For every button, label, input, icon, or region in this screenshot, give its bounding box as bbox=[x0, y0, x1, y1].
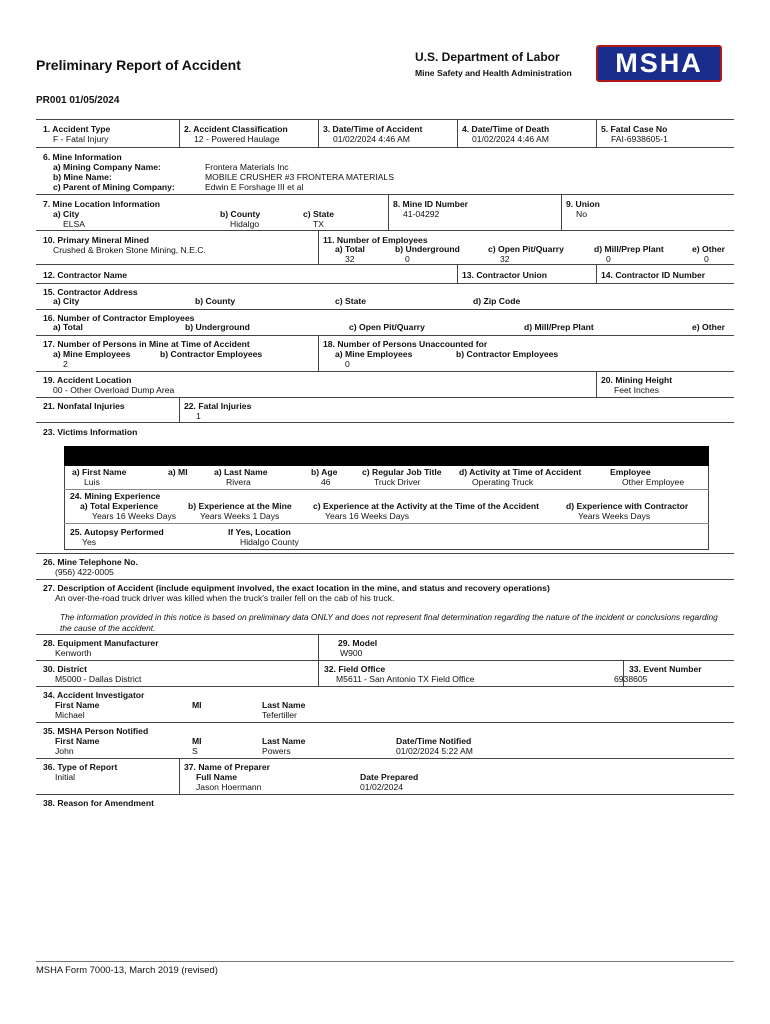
parent-value: Edwin E Forshage III et al bbox=[205, 182, 304, 192]
autopsy-location-label: If Yes, Location bbox=[228, 527, 291, 537]
divider bbox=[36, 119, 734, 120]
model-label: 29. Model bbox=[338, 638, 378, 648]
unaccounted-label: 18. Number of Persons Unaccounted for bbox=[323, 339, 488, 349]
emp-underground-label: b) Underground bbox=[395, 244, 460, 254]
datetime-accident-label: 3. Date/Time of Accident bbox=[323, 124, 423, 134]
divider bbox=[318, 335, 319, 371]
company-label: a) Mining Company Name: bbox=[53, 162, 161, 172]
report-id: PR001 01/05/2024 bbox=[36, 95, 120, 106]
mineral-label: 10. Primary Mineral Mined bbox=[43, 235, 150, 245]
agency-name: Mine Safety and Health Administration bbox=[415, 68, 572, 78]
mine-name-value: MOBILE CRUSHER #3 FRONTERA MATERIALS bbox=[205, 172, 394, 182]
mine-id-label: 8. Mine ID Number bbox=[393, 199, 468, 209]
district-value: M5000 - Dallas District bbox=[55, 674, 142, 684]
fatal-value: 1 bbox=[196, 411, 201, 421]
preparer-full-name-value: Jason Hoermann bbox=[196, 782, 262, 792]
divider bbox=[36, 553, 734, 554]
department-name: U.S. Department of Labor bbox=[415, 50, 560, 64]
autopsy-label: 25. Autopsy Performed bbox=[70, 527, 164, 537]
contractor-zip-label: d) Zip Code bbox=[473, 296, 521, 306]
divider bbox=[36, 660, 734, 661]
emp-other-label: e) Other bbox=[692, 244, 725, 254]
unaccounted-mine-label: a) Mine Employees bbox=[335, 349, 413, 359]
victim-header-bar bbox=[64, 446, 709, 466]
investigator-label: 34. Accident Investigator bbox=[43, 690, 145, 700]
divider bbox=[318, 634, 319, 660]
exp-mine-value: Years Weeks 1 Days bbox=[200, 511, 280, 521]
classification-label: 2. Accident Classification bbox=[184, 124, 288, 134]
victim-first-label: a) First Name bbox=[72, 467, 127, 477]
city-label: a) City bbox=[53, 209, 80, 219]
exp-activity-label: c) Experience at the Activity at the Time of the Accident bbox=[313, 501, 540, 511]
divider bbox=[36, 309, 734, 310]
persons-label: 17. Number of Persons in Mine at Time of Accident bbox=[43, 339, 250, 349]
field-office-value: M5611 - San Antonio TX Field Office bbox=[336, 674, 475, 684]
victims-label: 23. Victims Information bbox=[43, 427, 138, 437]
persons-mine-emp-label: a) Mine Employees bbox=[53, 349, 131, 359]
divider bbox=[561, 194, 562, 230]
victim-activity-label: d) Activity at Time of Accident bbox=[459, 467, 582, 477]
divider bbox=[179, 119, 180, 147]
notified-datetime-value: 01/02/2024 5:22 AM bbox=[396, 746, 473, 756]
victim-last-value: Rivera bbox=[226, 477, 251, 487]
total-exp-value: Years 16 Weeks Days bbox=[92, 511, 177, 521]
victim-age-label: b) Age bbox=[311, 467, 338, 477]
state-label: c) State bbox=[303, 209, 335, 219]
mining-height-value: Feet Inches bbox=[614, 385, 659, 395]
divider bbox=[596, 119, 597, 147]
mining-height-label: 20. Mining Height bbox=[601, 375, 673, 385]
field-office-label: 32. Field Office bbox=[324, 664, 386, 674]
msha-logo bbox=[596, 45, 722, 82]
divider bbox=[318, 230, 319, 264]
parent-label: c) Parent of Mining Company: bbox=[53, 182, 175, 192]
divider bbox=[318, 119, 319, 147]
divider bbox=[64, 523, 709, 524]
mine-id-value: 41-04292 bbox=[403, 209, 440, 219]
c-emp-mill-label: d) Mill/Prep Plant bbox=[524, 322, 594, 332]
company-value: Frontera Materials Inc bbox=[205, 162, 289, 172]
telephone-value: (956) 422-0005 bbox=[55, 567, 114, 577]
accident-type-label: 1. Accident Type bbox=[43, 124, 111, 134]
victim-mi-label: a) MI bbox=[168, 467, 188, 477]
emp-openpit-value: 32 bbox=[500, 254, 510, 264]
notified-datetime-label: Date/Time Notified bbox=[396, 736, 472, 746]
divider bbox=[596, 371, 597, 397]
disclaimer-note: The information provided in this notice is based on preliminary data ONLY and does not represent final determination regarding the nature of the incident or conclusions regarding the cause of the accident. bbox=[60, 612, 718, 633]
description-label: 27. Description of Accident (include equipment involved, the exact location in the mine, and status and recovery operations) bbox=[43, 583, 550, 593]
fatal-case-label: 5. Fatal Case No bbox=[601, 124, 668, 134]
autopsy-value: Yes bbox=[82, 537, 97, 547]
model-value: W900 bbox=[340, 648, 363, 658]
divider bbox=[457, 264, 458, 283]
divider bbox=[388, 194, 389, 230]
investigator-mi-label: MI bbox=[192, 700, 202, 710]
exp-contractor-value: Years Weeks Days bbox=[578, 511, 651, 521]
union-value: No bbox=[576, 209, 587, 219]
divider bbox=[36, 686, 734, 687]
investigator-last-label: Last Name bbox=[262, 700, 306, 710]
telephone-label: 26. Mine Telephone No. bbox=[43, 557, 138, 567]
emp-total-label: a) Total bbox=[335, 244, 365, 254]
preparer-label: 37. Name of Preparer bbox=[184, 762, 270, 772]
notified-last-label: Last Name bbox=[262, 736, 306, 746]
accident-location-label: 19. Accident Location bbox=[43, 375, 132, 385]
victim-first-value: Luis bbox=[84, 477, 100, 487]
nonfatal-label: 21. Nonfatal Injuries bbox=[43, 401, 125, 411]
description-value: An over-the-road truck driver was killed when the truck's trailer fell on the cab of his truck. bbox=[55, 593, 395, 603]
victim-age-value: 46 bbox=[321, 477, 331, 487]
emp-underground-value: 0 bbox=[405, 254, 410, 264]
divider bbox=[36, 230, 734, 231]
district-label: 30. District bbox=[43, 664, 87, 674]
contractor-union-label: 13. Contractor Union bbox=[462, 270, 547, 280]
event-value: 6938605 bbox=[614, 674, 648, 684]
divider bbox=[36, 397, 734, 398]
contractor-address-label: 15. Contractor Address bbox=[43, 287, 138, 297]
divider bbox=[64, 489, 709, 490]
notified-label: 35. MSHA Person Notified bbox=[43, 726, 149, 736]
classification-value: 12 - Powered Haulage bbox=[194, 134, 280, 144]
divider bbox=[36, 634, 734, 635]
victim-employee-value: Other Employee bbox=[622, 477, 685, 487]
total-exp-label: a) Total Experience bbox=[80, 501, 159, 511]
divider bbox=[596, 264, 597, 283]
divider bbox=[36, 194, 734, 195]
report-type-value: Initial bbox=[55, 772, 76, 782]
contractor-id-label: 14. Contractor ID Number bbox=[601, 270, 706, 280]
datetime-death-label: 4. Date/Time of Death bbox=[462, 124, 550, 134]
contractor-county-label: b) County bbox=[195, 296, 236, 306]
datetime-death-value: 01/02/2024 4:46 AM bbox=[472, 134, 549, 144]
emp-total-value: 32 bbox=[345, 254, 355, 264]
amendment-label: 38. Reason for Amendment bbox=[43, 798, 154, 808]
divider bbox=[318, 660, 319, 686]
date-prepared-value: 01/02/2024 bbox=[360, 782, 404, 792]
accident-location-value: 00 - Other Overload Dump Area bbox=[53, 385, 175, 395]
divider bbox=[36, 264, 734, 265]
contractor-state-label: c) State bbox=[335, 296, 367, 306]
footer-divider bbox=[36, 961, 734, 962]
divider bbox=[36, 147, 734, 148]
notified-last-value: Powers bbox=[262, 746, 291, 756]
divider bbox=[457, 119, 458, 147]
exp-contractor-label: d) Experience with Contractor bbox=[566, 501, 689, 511]
location-label: 7. Mine Location Information bbox=[43, 199, 160, 209]
event-label: 33. Event Number bbox=[629, 664, 702, 674]
manufacturer-label: 28. Equipment Manufacturer bbox=[43, 638, 159, 648]
victim-employee-label: Employee bbox=[610, 467, 651, 477]
accident-type-value: F - Fatal Injury bbox=[53, 134, 109, 144]
emp-other-value: 0 bbox=[704, 254, 709, 264]
autopsy-location-value: Hidalgo County bbox=[240, 537, 299, 547]
victim-job-value: Truck Driver bbox=[374, 477, 421, 487]
date-prepared-label: Date Prepared bbox=[360, 772, 419, 782]
c-emp-total-label: a) Total bbox=[53, 322, 83, 332]
divider bbox=[179, 758, 180, 794]
employees-label: 11. Number of Employees bbox=[323, 235, 428, 245]
exp-mine-label: b) Experience at the Mine bbox=[188, 501, 292, 511]
divider bbox=[36, 758, 734, 759]
notified-first-value: John bbox=[55, 746, 74, 756]
c-emp-openpit-label: c) Open Pit/Quarry bbox=[349, 322, 425, 332]
divider bbox=[36, 335, 734, 336]
city-value: ELSA bbox=[63, 219, 85, 229]
mineral-value: Crushed & Broken Stone Mining, N.E.C. bbox=[53, 245, 206, 255]
page-title: Preliminary Report of Accident bbox=[36, 57, 241, 73]
divider bbox=[36, 722, 734, 723]
emp-mill-value: 0 bbox=[606, 254, 611, 264]
county-value: Hidalgo bbox=[230, 219, 260, 229]
notified-first-label: First Name bbox=[55, 736, 100, 746]
c-emp-other-label: e) Other bbox=[692, 322, 725, 332]
preparer-full-name-label: Full Name bbox=[196, 772, 238, 782]
report-type-label: 36. Type of Report bbox=[43, 762, 118, 772]
victim-activity-value: Operating Truck bbox=[472, 477, 534, 487]
union-label: 9. Union bbox=[566, 199, 600, 209]
mine-info-label: 6. Mine Information bbox=[43, 152, 122, 162]
notified-mi-value: S bbox=[192, 746, 198, 756]
investigator-first-label: First Name bbox=[55, 700, 100, 710]
contractor-employees-label: 16. Number of Contractor Employees bbox=[43, 313, 195, 323]
investigator-last-value: Tefertiller bbox=[262, 710, 297, 720]
divider bbox=[36, 794, 734, 795]
divider bbox=[36, 283, 734, 284]
fatal-label: 22. Fatal Injuries bbox=[184, 401, 252, 411]
state-value: TX bbox=[313, 219, 324, 229]
notified-mi-label: MI bbox=[192, 736, 202, 746]
persons-contractor-label: b) Contractor Employees bbox=[160, 349, 263, 359]
victim-job-label: c) Regular Job Title bbox=[362, 467, 442, 477]
investigator-first-value: Michael bbox=[55, 710, 85, 720]
victim-last-label: a) Last Name bbox=[214, 467, 268, 477]
divider bbox=[36, 371, 734, 372]
unaccounted-contractor-label: b) Contractor Employees bbox=[456, 349, 559, 359]
emp-mill-label: d) Mill/Prep Plant bbox=[594, 244, 664, 254]
c-emp-underground-label: b) Underground bbox=[185, 322, 250, 332]
unaccounted-mine-value: 0 bbox=[345, 359, 350, 369]
datetime-accident-value: 01/02/2024 4:46 AM bbox=[333, 134, 410, 144]
persons-mine-emp-value: 2 bbox=[63, 359, 68, 369]
divider bbox=[36, 422, 734, 423]
divider bbox=[179, 397, 180, 422]
msha-logo-text: MSHA bbox=[615, 48, 703, 78]
manufacturer-value: Kenworth bbox=[55, 648, 92, 658]
mine-name-label: b) Mine Name: bbox=[53, 172, 112, 182]
form-number: MSHA Form 7000-13, March 2019 (revised) bbox=[36, 964, 218, 975]
experience-label: 24. Mining Experience bbox=[70, 491, 161, 501]
contractor-name-label: 12. Contractor Name bbox=[43, 270, 128, 280]
emp-openpit-label: c) Open Pit/Quarry bbox=[488, 244, 564, 254]
county-label: b) County bbox=[220, 209, 261, 219]
divider bbox=[36, 579, 734, 580]
exp-activity-value: Years 16 Weeks Days bbox=[325, 511, 410, 521]
fatal-case-value: FAI-6938605-1 bbox=[611, 134, 668, 144]
contractor-city-label: a) City bbox=[53, 296, 80, 306]
